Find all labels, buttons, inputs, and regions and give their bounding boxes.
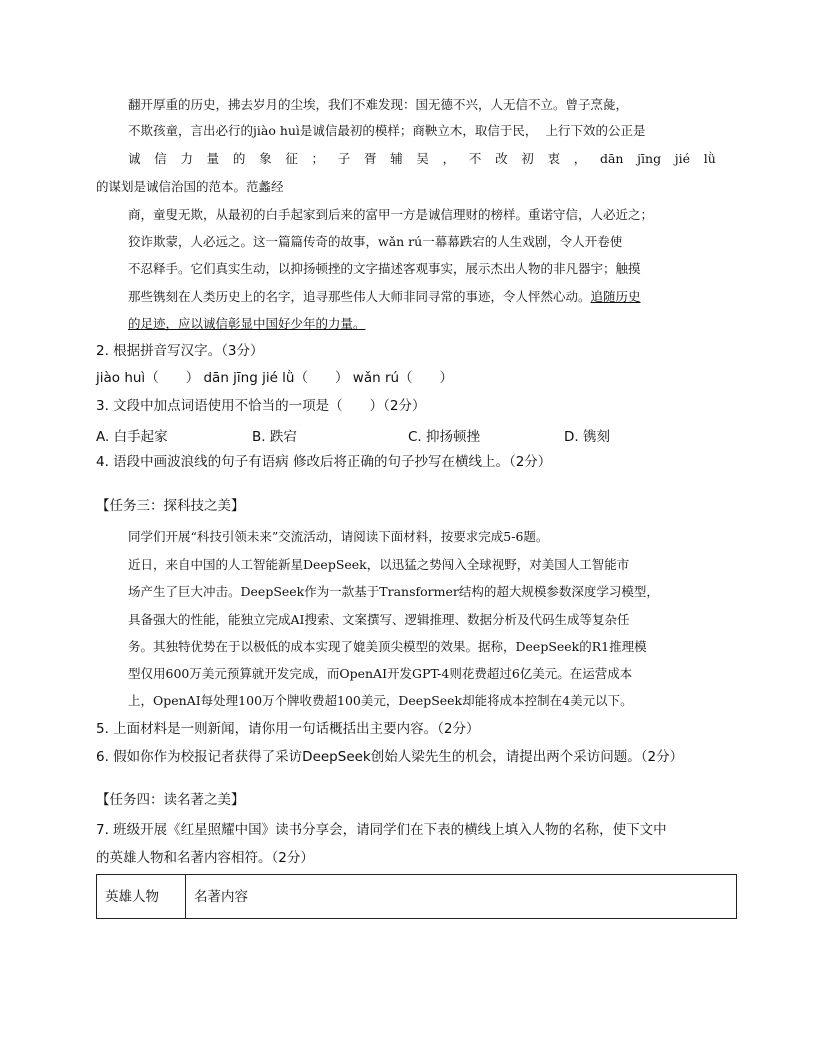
question-2: 2. 根据拼音写汉字。（3分） [96,343,264,359]
task-3-paragraph-line-2: 场产生了巨大冲击。DeepSeek作为一款基于Transformer结构的超大规模参数深度学习模型， [128,584,659,599]
question-6: 6. 假如你作为校报记者获得了采访DeepSeek创始人梁先生的机会，请提出两个采访问题。（2分） [96,749,684,765]
passage-line-6: 狡诈欺蒙，人必远之。这一篇篇传奇的故事，wǎn rú一幕幕跌宕的人生戏剧，令人开卷使 [128,234,623,249]
passage-line-8a: 那些镌刻在人类历史上的名字，追寻那些伟人大师非同寻常的事迹，令人怦然心动。 [128,289,591,304]
task-3-heading: 【任务三：探科技之美】 [96,498,245,514]
task-3-intro: 同学们开展“科技引领未来”交流活动，请阅读下面材料，按要求完成5-6题。 [128,529,549,544]
option-a: A. 白手起家 [96,429,168,445]
table-header-content: 名著内容 [186,875,737,919]
passage-line-1: 翻开厚重的历史，拂去岁月的尘埃，我们不难发现：国无德不兴，人无信不立。曾子烹彘， [128,97,629,112]
question-5: 5. 上面材料是一则新闻，请你用一句话概括出主要内容。（2分） [96,721,480,737]
question-3: 3. 文段中加点词语使用不恰当的一项是（ ）（2分） [96,398,426,414]
task-3-paragraph-line-5: 型仅用600万美元预算就开发完成，而OpenAI开发GPT-4则花费超过6亿美元。在运营成本 [128,666,633,681]
task-4-heading: 【任务四：读名著之美】 [96,792,245,808]
option-c: C. 抑扬顿挫 [408,429,481,445]
passage-line-8 [128,288,641,306]
option-d: D. 镌刻 [564,429,610,445]
task-3-paragraph-line-3: 具备强大的性能，能独立完成AI搜索、文案撰写、逻辑推理、数据分析及代码生成等复杂任 [128,612,630,627]
question-2-pinyin: jiào huì（ ） dān jīng jié lǜ（ ） wǎn rú（ ） [96,370,454,386]
hero-table [96,874,737,919]
task-3-paragraph-line-4: 务。其独特优势在于以极低的成本实现了媲美顶尖模型的效果。据称，DeepSeek的R1推理模 [128,639,647,654]
passage-line-7: 不忍释手。它们真实生动，以抑扬顿挫的文字描述客观事实，展示杰出人物的非凡器宇；触摸 [128,261,641,276]
task-3-paragraph-line-6: 上，OpenAI每处理100万个牌收费超100美元，DeepSeek却能将成本控制在4美元以下。 [128,693,633,708]
table-row [97,875,737,919]
wavy-sentence-part-1: 追随历史 [590,289,641,304]
question-3-options [96,425,656,443]
question-7-line-1: 7. 班级开展《红星照耀中国》读书分享会，请同学们在下表的横线上填入人物的名称，使下文中 [96,822,667,838]
table-header-hero: 英雄人物 [97,875,186,919]
passage-line-2a: 不欺孩童，言出必行的jiào huì是诚信最初的模样；商鞅立木，取信于民， [128,123,538,138]
passage-line-3: 诚 信 力 量 的 象 征 ； 子 胥 辅 吴 ， 不 改 初 衷 ， dān jīng jié lǜ [128,151,716,166]
task-3-paragraph-line-1: 近日，来自中国的人工智能新星DeepSeek，以迅猛之势闯入全球视野，对美国人工智能市 [128,557,630,572]
question-4: 4. 语段中画波浪线的句子有语病 修改后将正确的句子抄写在横线上。（2分） [96,454,552,470]
question-7-line-2: 的英雄人物和名著内容相符。（2分） [96,850,314,866]
wavy-sentence-part-2: 的足迹，应以诚信彰显中国好少年的力量。 [128,316,366,331]
passage-line-2b: 上行下效的公正是 [545,123,646,138]
option-b: B. 跌宕 [252,429,297,445]
passage-line-5: 商，童叟无欺，从最初的白手起家到后来的富甲一方是诚信理财的榜样。重诺守信，人必近之； [128,207,654,222]
passage-line-2 [128,122,645,140]
passage-line-4: 的谋划是诚信治国的范本。范蠡经 [96,179,284,194]
